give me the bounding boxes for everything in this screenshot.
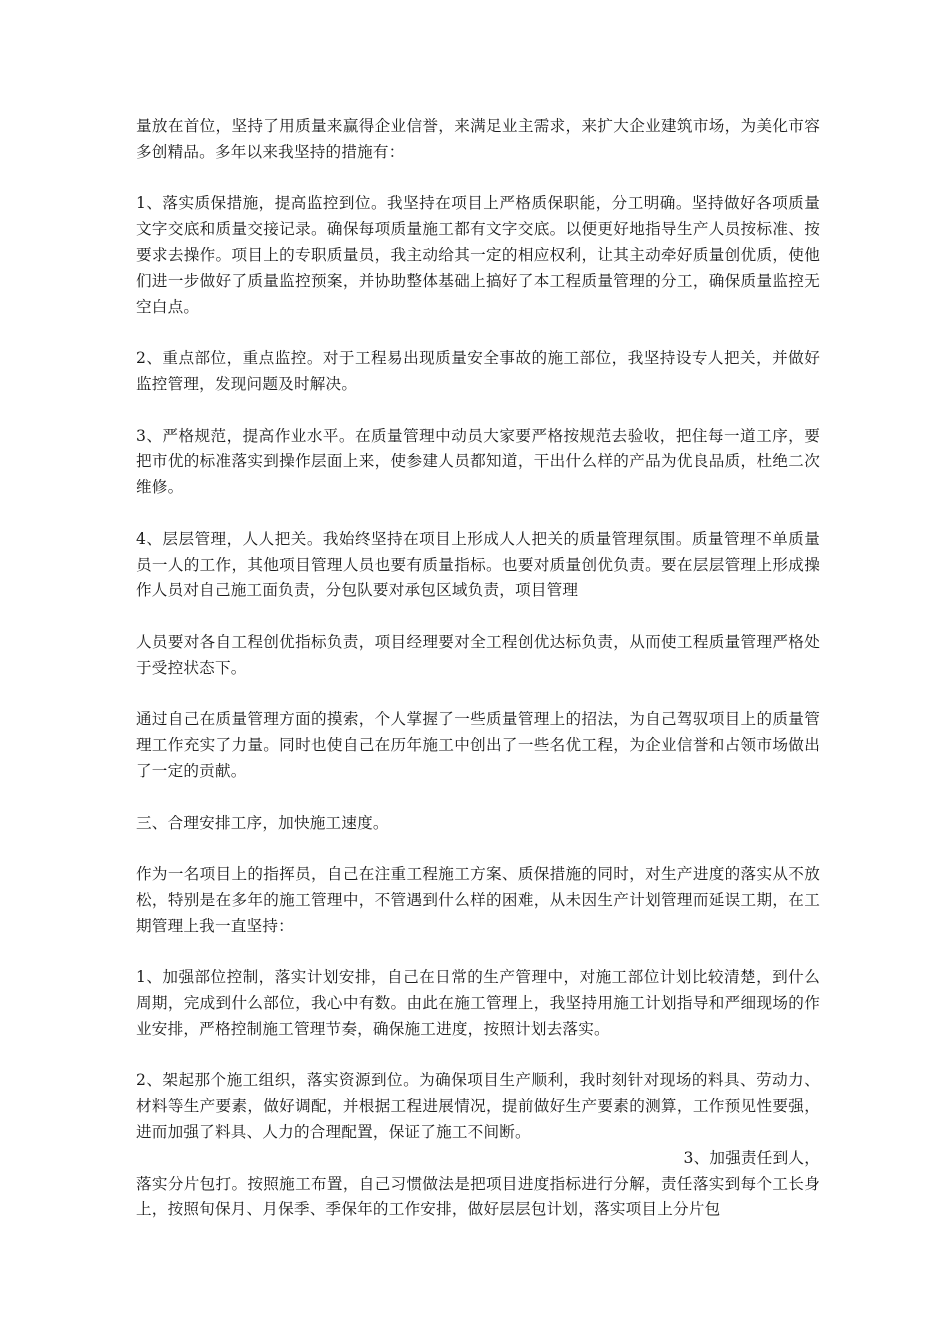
paragraph-measure-1: 1、落实质保措施，提高监控到位。我坚持在项目上严格质保职能，分工明确。坚持做好各项质量文字交底和质量交接记录。确保每项质量施工都有文字交底。以便更好地指导生产人员按标准、按要求去操作。项目上的专职质量员，我主动给其一定的相应权利，让其主动牵好质量创优质，使他们进一步做好了质量监控预案，并协助整体基础上搞好了本工程质量管理的分工，确保质量监控无空白点。 <box>136 194 820 316</box>
paragraph-summary: 通过自己在质量管理方面的摸索，个人掌握了一些质量管理上的招法，为自己驾驭项目上的质量管理工作充实了力量。同时也使自己在历年施工中创出了一些名优工程，为企业信誉和占领市场做出了一定的贡献。 <box>136 710 820 780</box>
paragraph-schedule-intro: 作为一名项目上的指挥员，自己在注重工程施工方案、质保措施的同时，对生产进度的落实从不放松，特别是在多年的施工管理中，不管遇到什么样的困难，从未因生产计划管理而延误工期，在工期管理上我一直坚持： <box>136 865 820 935</box>
document-body <box>136 114 820 1223</box>
paragraph-measure-4: 4、层层管理，人人把关。我始终坚持在项目上形成人人把关的质量管理氛围。质量管理不单质量员一人的工作，其他项目管理人员也要有质量指标。也要对质量创优负责。要在层层管理上形成操作人员对自己施工面负责，分包队要对承包区域负责，项目管理 <box>136 529 820 600</box>
paragraph-schedule-3-heading: 3、加强责任到人， <box>683 1148 820 1167</box>
paragraph-schedule-1: 1、加强部位控制，落实计划安排，自己在日常的生产管理中，对施工部位计划比较清楚，到什么周期，完成到什么部位，我心中有数。由此在施工管理上，我坚持用施工计划指导和严细现场的作业安排，严格控制施工管理节奏，确保施工进度，按照计划去落实。 <box>136 968 820 1038</box>
paragraph-schedule-2: 2、架起那个施工组织，落实资源到位。为确保项目生产顺利，我时刻针对现场的料具、劳动力、材料等生产要素，做好调配，并根据工程进展情况，提前做好生产要素的测算，工作预见性要强，进而加强了料具、人力的合理配置，保证了施工不间断。 <box>136 1071 820 1142</box>
section-heading-3: 三、合理安排工序，加快施工速度。 <box>136 813 389 832</box>
paragraph-measure-3: 3、严格规范，提高作业水平。在质量管理中动员大家要严格按规范去验收，把住每一道工序，要把市优的标准落实到操作层面上来，使参建人员都知道，干出什么样的产品为优良品质，杜绝二次维修。 <box>136 426 820 497</box>
paragraph-measure-2: 2、重点部位，重点监控。对于工程易出现质量安全事故的施工部位，我坚持设专人把关，并做好监控管理，发现问题及时解决。 <box>136 349 820 393</box>
paragraph-schedule-3: 落实分片包打。按照施工布置，自己习惯做法是把项目进度指标进行分解，责任落实到每个工长身上，按照旬保月、月保季、季保年的工作安排，做好层层包计划，落实项目上分片包 <box>136 1174 820 1219</box>
paragraph-measure-4-continued: 人员要对各自工程创优指标负责，项目经理要对全工程创优达标负责，从而使工程质量管理严格处于受控状态下。 <box>136 632 820 677</box>
paragraph-intro: 量放在首位，坚持了用质量来赢得企业信誉，来满足业主需求，来扩大企业建筑市场，为美化市容多创精品。多年以来我坚持的措施有： <box>136 117 820 161</box>
